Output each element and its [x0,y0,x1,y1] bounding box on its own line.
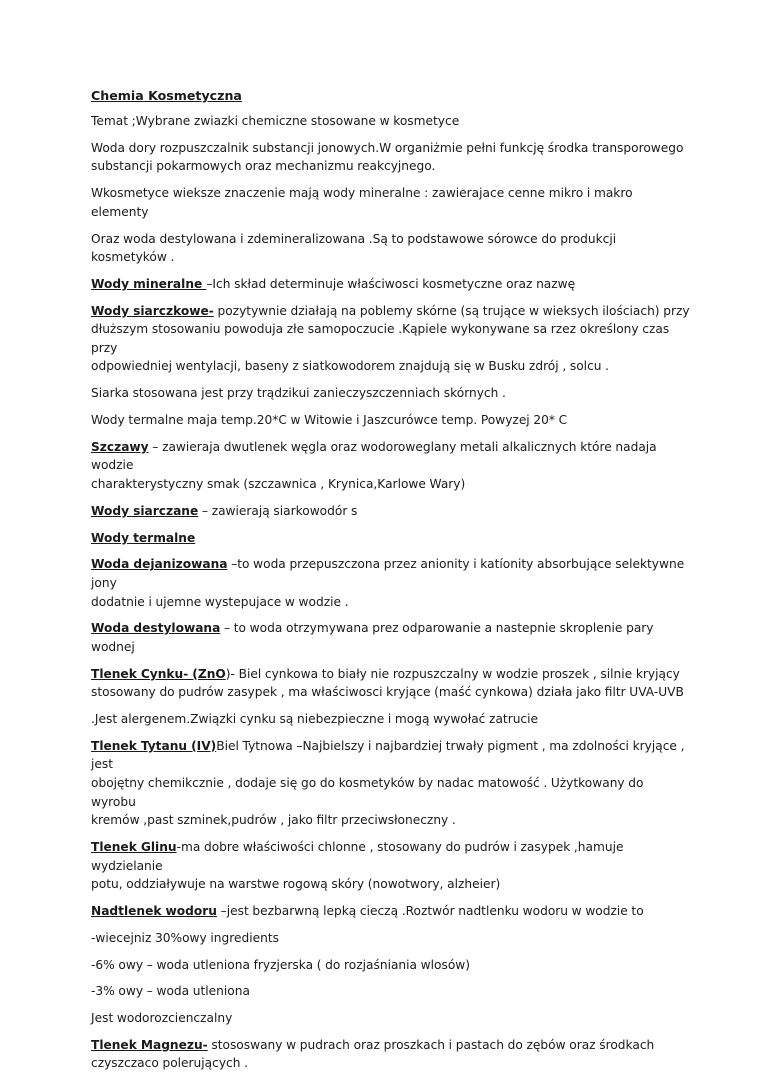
paragraph-line [91,139,691,158]
term-heading: Wody mineralne [91,276,207,291]
paragraph-line [91,302,691,321]
paragraph [91,302,691,376]
document-page [91,86,691,1081]
paragraph-text: czyszczaco polerujących . [91,1056,249,1071]
paragraph-line [91,357,691,376]
paragraph-line [91,438,691,475]
paragraph-text: –Ich skład determinuje właściwosci kosmetyczne oraz nazwę [206,276,576,291]
paragraph-text: – zawieraja dwutlenek węgla oraz wodoroweglany metali alkalicznych które nadaja wodzie [91,439,657,473]
term-heading: Szczawy [91,439,149,454]
paragraph-line [91,737,691,774]
term-heading: Wody siarczane [91,503,199,518]
term-heading: Nadtlenek wodoru [91,903,217,918]
paragraph [91,665,691,702]
paragraph [91,902,691,921]
paragraph-text: -3% owy – woda utleniona [91,984,250,999]
paragraph-line [91,555,691,592]
paragraph-line [91,320,691,357]
paragraph [91,384,691,403]
paragraph-line [91,982,691,1001]
paragraph-text: stosowany do pudrów zasypek , ma właściwosci kryjące (maść cynkowa) działa jako filtr UVA-UVB [91,685,684,700]
paragraph-line [91,275,691,294]
paragraph-text: odpowiedniej wentylacji, baseny z siatkowodorem znajdują się w Busku zdrój , solcu . [91,359,610,374]
paragraph-text: – to woda otrzymywana prez odparowanie a nastepnie skroplenie pary wodnej [91,621,654,654]
paragraph-line [91,1009,691,1028]
paragraph-text: kremów ,past szminek,pudrów , jako filtr przeciwsłoneczny . [91,813,456,828]
paragraph-line [91,665,691,684]
term-heading: Wody termalne [91,530,196,545]
paragraph [91,1036,691,1073]
paragraph-text: Siarka stosowana jest przy trądzikui zanieczyszczenniach skórnych . [91,386,506,401]
paragraph-line [91,411,691,430]
paragraph [91,438,691,494]
paragraph-text: -wiecejniz 30%owy ingredients [91,930,279,945]
term-heading: Tlenek Cynku- (ZnO [91,666,226,681]
paragraph-line [91,230,691,267]
paragraph-line [91,502,691,521]
paragraph [91,502,691,521]
paragraph-text: Jest wodorozcienczalny [91,1011,233,1026]
paragraph [91,411,691,430]
paragraph [91,275,691,294]
paragraph-line [91,956,691,975]
paragraph-line [91,184,691,221]
paragraph [91,838,691,894]
paragraph [91,555,691,611]
paragraph-text: Wkosmetyce wieksze znaczenie mają wody mineralne : zawierajace cenne mikro i makro elementy [91,186,633,219]
paragraph [91,230,691,267]
paragraph-line [91,1054,691,1073]
paragraph-line [91,811,691,830]
term-heading: Tlenek Magnezu- [91,1037,208,1052]
paragraph [91,112,691,131]
paragraph-line [91,838,691,875]
paragraph [91,956,691,975]
paragraph-text: pozytywnie działają na poblemy skórne (są trujące w wieksych ilościach) przy [213,303,690,318]
paragraph [91,619,691,656]
document-body [91,112,691,1073]
paragraph [91,929,691,948]
document-title: Chemia Kosmetyczna [91,88,242,103]
paragraph-text: potu, oddziaływuje na warstwe rogową skóry (nowotwory, alzheier) [91,877,501,892]
paragraph-text: Wody termalne maja temp.20*C w Witowie i Jaszcurówce temp. Powyzej 20* C [91,413,568,428]
paragraph-line [91,875,691,894]
paragraph-text: dłuższym stosowaniu powoduja złe samopoczucie .Kąpiele wykonywane sa rzez określony czas przy [91,322,670,355]
paragraph-text: Woda dory rozpuszczalnik substancji jonowych.W organiżmie pełni funkcję środka transporowego [91,140,684,155]
paragraph-text: stososwany w pudrach oraz proszkach i pastach do zębów oraz środkach [207,1037,655,1052]
paragraph-text: –to woda przepuszczona przez anionity i katíonity absorbujące selektywne jony [91,557,685,590]
paragraph [91,710,691,729]
paragraph-line [91,157,691,176]
paragraph-text: substancji pokarmowych oraz mechanizmu reakcyjnego. [91,159,436,174]
paragraph-text: Temat ;Wybrane zwiazki chemiczne stosowane w kosmetyce [91,114,460,128]
term-heading: Tlenek Glinu [91,840,177,854]
paragraph-text: charakterystyczny smak (szczawnica , Krynica,Karlowe Wary) [91,477,466,491]
paragraph-text: -6% owy – woda utleniona fryzjerska ( do rozjaśniania wlosów) [91,957,471,972]
term-heading: Tlenek Tytanu (IV) [91,738,217,753]
paragraph-text: –jest bezbarwną lepką cieczą .Roztwór nadtlenku wodoru w wodzie to [216,903,644,918]
paragraph-line [91,529,691,548]
term-heading: Woda destylowana [91,621,221,636]
paragraph-text: – zawierają siarkowodór s [198,503,358,518]
paragraph [91,1009,691,1028]
term-heading: Woda dejanizowana [91,557,228,572]
paragraph-line [91,774,691,811]
paragraph-line [91,1036,691,1055]
paragraph [91,529,691,548]
paragraph [91,737,691,830]
paragraph [91,184,691,221]
paragraph-line [91,593,691,612]
paragraph-text: -ma dobre właściwości chlonne , stosowany do pudrów i zasypek ,hamuje wydzielanie [91,840,624,873]
paragraph-line [91,710,691,729]
paragraph-text: .Jest alergenem.Związki cynku są niebezpieczne i mogą wywołać zatrucie [91,712,539,727]
paragraph-text: obojętny chemikcznie , dodaje się go do kosmetyków by nadac matowość . Użytkowany do wyrobu [91,776,644,809]
term-heading: Wody siarczkowe- [91,303,214,318]
paragraph-line [91,929,691,948]
paragraph-line [91,902,691,921]
paragraph-line [91,619,691,656]
paragraph [91,139,691,176]
paragraph-text: dodatnie i ujemne wystepujace w wodzie . [91,594,349,609]
paragraph [91,982,691,1001]
paragraph-text: Biel Tytnowa –Najbielszy i najbardziej trwały pigment , ma zdolności kryjące , jest [91,738,685,772]
paragraph-text: )- Biel cynkowa to biały nie rozpuszczalny w wodzie proszek , silnie kryjący [225,666,680,681]
paragraph-line [91,475,691,494]
paragraph-text: Oraz woda destylowana i zdemineralizowana .Są to podstawowe sórowce do produkcji kosmetyków . [91,231,617,265]
paragraph-line [91,683,691,702]
paragraph-line [91,384,691,403]
paragraph-line [91,112,691,131]
